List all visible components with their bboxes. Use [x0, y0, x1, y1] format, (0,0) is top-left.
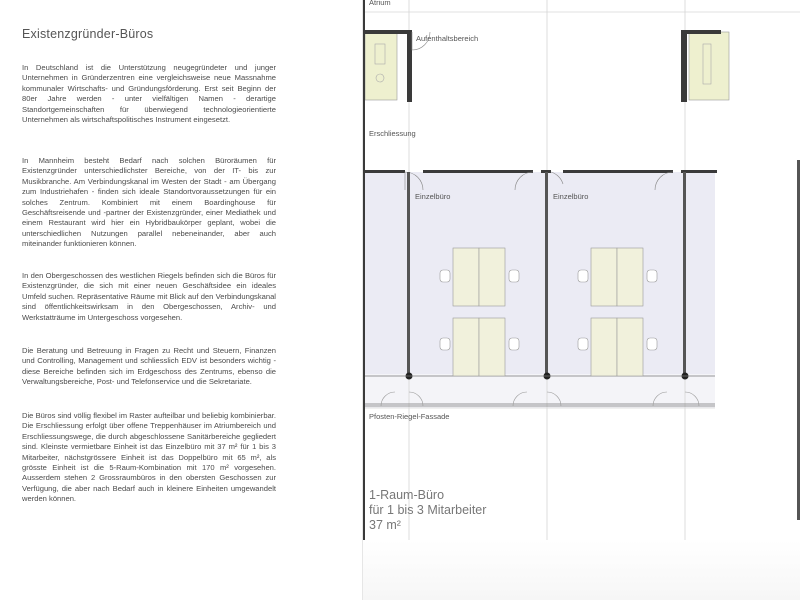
caption-staff: für 1 bis 3 Mitarbeiter: [369, 503, 487, 517]
label-circulation: Erschliessung: [369, 129, 416, 138]
sanitary-block-left: [365, 32, 397, 100]
sanitary-block-right: [689, 32, 729, 100]
floor-plan-sheet: [362, 0, 800, 600]
document-title: Existenzgründer-Büros: [22, 27, 154, 41]
paragraph-consulting: Die Beratung und Betreuung in Fragen zu Recht und Steuern, Finanzen und Controlling, Management und schliesslich EDV ist besonders wichtig - diese Bereiche befinden sich im Erdgeschoss des Zentrums, ebenso die Verwaltungsbereiche, Post- und Telefonservice und die Sekretariate.: [22, 346, 276, 387]
label-lounge: Aufenthaltsbereich: [416, 34, 479, 43]
caption-unit-type: 1-Raum-Büro: [369, 488, 445, 502]
label-atrium: Atrium: [369, 0, 391, 7]
label-facade: Pfosten-Riegel-Fassade: [369, 412, 450, 421]
plan-caption: [369, 488, 486, 533]
paragraph-mannheim: In Mannheim besteht Bedarf nach solchen Büroräumen für Existenzgründer unterschiedlichster Bereiche, von der IT- bis zur Musikbranche. Am Verbindungskanal im Westen der Stadt - am Übergang zum Industriehafen - finden sich ideale Standortvoraussetzungen für ein solches Zentrum. Kombiniert mit einem Boardinghouse für Geschäftsreisende und -partner der Existenzgründer, einer Mediathek und einem Restaurant wird hier ein Hybridbaukörper geplant, wobei die unterschiedlichen Nutzungen parallel nebeneinander, aber auch miteinander funktionieren können.: [22, 156, 276, 249]
caption-area: 37 m²: [369, 518, 401, 532]
label-office-left: Einzelbüro: [415, 192, 451, 201]
sheet-bottom-fade: [363, 540, 800, 600]
paragraph-intro: In Deutschland ist die Unterstützung neugegründeter und junger Unternehmen in Gründerzentren eine vergleichsweise neue Massnahme kommunaler Wirtschafts- und Gründungsförderung. Erst seit Beginn der 80er Jahre werden - unter vielfältigen Namen - derartige Standortgemeinschaften für überwiegend technologieorientierte Unternehmen als wirtschaftspolitisches Instrument eingesetzt.: [22, 63, 276, 125]
text-column: [0, 0, 362, 600]
paragraph-upper-floors: In den Obergeschossen des westlichen Riegels befinden sich die Büros für Existenzgründer, die sich mit einer neuen Geschäftsidee ein ideales Umfeld suchen. Repräsentative Räume mit Blick auf den Verbindungskanal sind öffentlichkeitswirksam in den Obergeschossen, Archiv- und Werkstatträume im Untergeschoss vorgesehen.: [22, 271, 276, 322]
label-office-right: Einzelbüro: [553, 192, 589, 201]
paragraph-flexibility: Die Büros sind völlig flexibel im Raster aufteilbar und beliebig kombinierbar. Die Erschliessung erfolgt über offene Treppenhäuser im Atriumbereich und Erschliessungswege, die durch abgeschlossene Sanitärbereiche gegliedert sind. Kleinste vermietbare Einheit ist das Einzelbüro mit 37 m² für 1 bis 3 Mitarbeiter, nächstgrössere Einheit ist das Doppelbüro mit 65 m², als grösste Einheit ist die 5-Raum-Kombination mit 170 m² vorgesehen. Ausserdem stehen 2 Grossraumbüros in den obersten Geschossen zur Verfügung, die aber nach Bedarf auch in kleinere Einheiten umgewandelt werden können.: [22, 411, 276, 504]
facade-strip: [365, 374, 715, 408]
office-floor-far-right: [685, 172, 715, 374]
